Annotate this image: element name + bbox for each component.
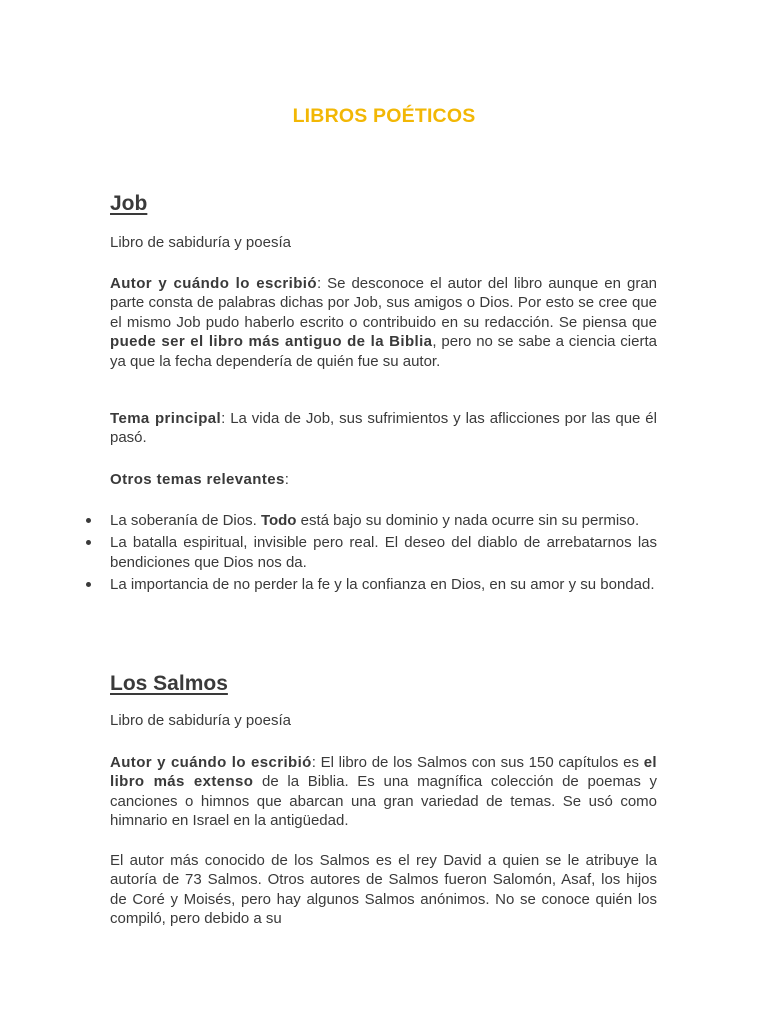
section-salmos (110, 672, 657, 696)
section-job (110, 192, 657, 216)
salmos-author-bold: el libro más extenso (110, 754, 657, 791)
salmos-author-paragraph (110, 753, 657, 831)
job-author-paragraph (110, 274, 657, 371)
salmos-subtitle-block (110, 712, 657, 729)
job-other-colon: : (284, 471, 289, 488)
list-item (110, 575, 657, 594)
bullet-dot-icon (86, 540, 91, 545)
job-bullet-list (110, 511, 657, 598)
bullet-text-post: está bajo su dominio y nada ocurre sin su permiso. (296, 512, 640, 529)
salmos-subtitle: Libro de sabiduría y poesía (110, 712, 291, 729)
job-other-label: Otros temas relevantes (110, 471, 285, 488)
job-other-paragraph (110, 470, 657, 489)
job-author-block (110, 274, 657, 371)
salmos-author-label: Autor y cuándo lo escribió (110, 754, 312, 771)
section-heading-job: Job (110, 192, 148, 215)
job-theme-label: Tema principal (110, 410, 222, 427)
job-author-text-1: : Se desconoce el autor del libro aunque en gran parte consta de palabras dichas por Job, sus amigos o Dios. Por esto se cree que el mismo Job pudo haberlo escrito o contribuido en su redacción. Se piensa que (110, 275, 658, 331)
job-other-block (110, 470, 657, 489)
job-author-label: Autor y cuándo lo escribió (110, 275, 317, 292)
bullet-dot-icon (86, 518, 91, 523)
bullet-text: La batalla espiritual, invisible pero real. El deseo del diablo de arrebatarnos las bendiciones que Dios nos da. (110, 534, 657, 571)
bullet-bold-text: Todo (260, 512, 297, 529)
salmos-author-text-1: : El libro de los Salmos con sus 150 capítulos es (311, 754, 644, 771)
document-title: LIBROS POÉTICOS (292, 105, 476, 127)
salmos-paragraph-2: El autor más conocido de los Salmos es el rey David a quien se le atribuye la autoría de 73 Salmos. Otros autores de Salmos fueron Salomón, Asaf, los hijos de Coré y Moisés, pero hay algunos Salmos anónimos. No se conoce quién los compiló, pero debido a su (110, 852, 657, 928)
salmos-author-text-2: de la Biblia. Es una magnífica colección de poemas y canciones o himnos que abarcan una gran variedad de temas. Se usó como himnario en Israel en la antigüedad. (110, 773, 657, 830)
job-theme-text: : La vida de Job, sus sufrimientos y las aflicciones por las que él pasó. (110, 410, 657, 447)
job-subtitle-block (110, 234, 657, 251)
job-author-text-2: , pero no se sabe a ciencia cierta ya que la fecha dependería de quién fue su autor. (110, 333, 657, 370)
list-item (110, 533, 657, 572)
salmos-author-block (110, 753, 657, 831)
job-theme-block (110, 409, 657, 448)
bullet-text: La soberanía de Dios. (110, 512, 261, 529)
bullet-dot-icon (86, 582, 91, 587)
bullet-text: La importancia de no perder la fe y la confianza en Dios, en su amor y su bondad. (110, 576, 655, 594)
job-author-bold: puede ser el libro más antiguo de la Biblia (110, 333, 433, 351)
section-heading-salmos: Los Salmos (110, 672, 228, 695)
job-subtitle: Libro de sabiduría y poesía (110, 234, 291, 251)
job-theme-paragraph (110, 409, 657, 448)
salmos-para2-block (110, 851, 657, 929)
list-item (110, 511, 657, 530)
